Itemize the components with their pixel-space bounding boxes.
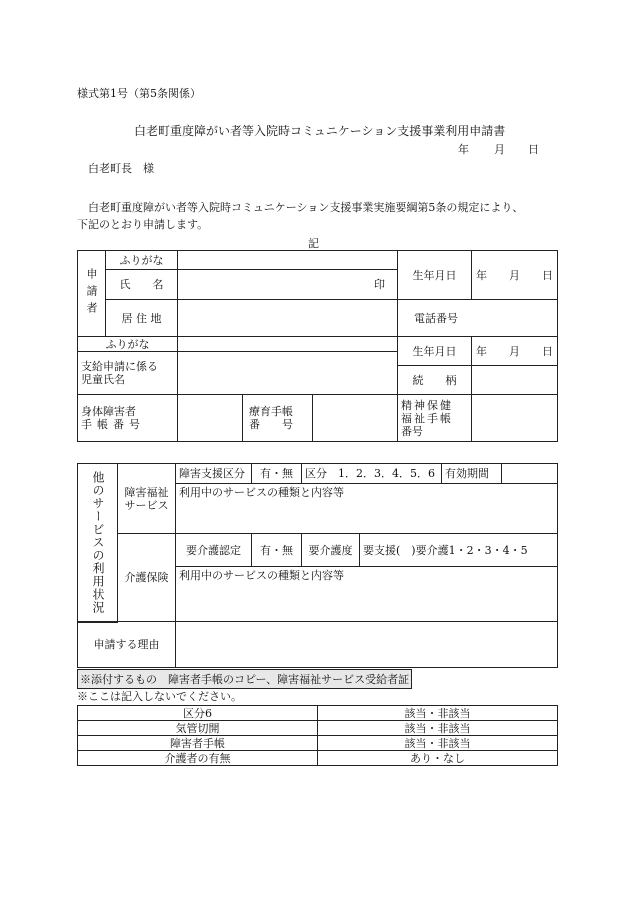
welfare-line-2: サービス <box>124 498 169 512</box>
applicant-address-field[interactable] <box>178 300 398 337</box>
mental-handbook-line-3: 番号 <box>401 424 423 438</box>
child-furigana-field[interactable] <box>178 337 398 352</box>
document-title: 白老町重度障がい者等入院時コミュニケーション支援事業利用申請書 <box>134 124 506 138</box>
body-line-2: 下記のとおり申請します。 <box>77 218 209 231</box>
office-value-2[interactable]: 該当・非該当 <box>318 721 558 736</box>
child-birth-field[interactable]: 年 月 日 <box>472 337 558 366</box>
date-month: 月 <box>494 143 505 156</box>
applicant-phone-label: 電話番号 <box>414 311 458 325</box>
table-row <box>78 706 558 721</box>
physical-handbook-line-2: 手帳番号 <box>81 418 145 431</box>
care-cert-yes-no[interactable]: 有・無 <box>252 534 302 567</box>
applicant-furigana-label: ふりがな <box>106 251 178 270</box>
care-cert-label: 要介護認定 <box>176 534 252 567</box>
table-row <box>78 736 558 751</box>
reason-field[interactable] <box>176 622 558 668</box>
applicant-address-label: 居 住 地 <box>106 300 178 337</box>
physical-handbook-line-1: 身体障害者 <box>81 405 136 418</box>
office-value-4[interactable]: あり・なし <box>318 751 558 766</box>
office-label-3: 障害者手帳 <box>78 736 318 751</box>
attachment-note: ※添付するもの 障害者手帳のコピー、障害福祉サービス受給者証 <box>77 669 412 689</box>
seal-mark: 印 <box>374 278 385 291</box>
ryoiku-handbook-line-2: 番 号 <box>249 418 293 431</box>
welfare-detail-field[interactable] <box>176 484 558 534</box>
services-table <box>77 463 558 623</box>
ki-label: 記 <box>308 237 319 250</box>
addressee: 白老町長 様 <box>88 162 154 175</box>
physical-handbook-field[interactable] <box>178 395 243 442</box>
relation-field[interactable] <box>472 366 558 395</box>
child-name-line-1: 支給申請に係る <box>81 360 158 373</box>
services-group-label: 他のサービスの利用状況 <box>91 471 105 615</box>
welfare-label <box>118 464 176 534</box>
support-class-label: 障害支援区分 <box>176 464 252 484</box>
ryoiku-handbook-line-1: 療育手帳 <box>249 405 293 418</box>
date-year: 年 <box>458 143 469 156</box>
date-day: 日 <box>528 143 539 156</box>
applicant-name-label: 氏 名 <box>106 270 178 300</box>
welfare-line-1: 障害福祉 <box>124 485 169 499</box>
reason-table <box>77 621 558 668</box>
applicant-table <box>77 250 558 442</box>
relation-label: 続 柄 <box>398 366 472 395</box>
child-name-label <box>78 352 178 395</box>
care-level-options[interactable]: 要支援( )要介護1・2・3・4・5 <box>360 534 558 567</box>
applicant-name-field[interactable] <box>178 270 398 300</box>
office-only-note: ※ここは記入しないでください。 <box>77 690 242 703</box>
office-value-1[interactable]: 該当・非該当 <box>318 706 558 721</box>
applicant-birth-label: 生年月日 <box>398 251 472 300</box>
form-number: 様式第1号（第5条関係） <box>77 87 201 100</box>
care-detail-label: 利用中のサービスの種類と内容等 <box>179 569 344 582</box>
applicant-birth-field[interactable]: 年 月 日 <box>472 251 558 300</box>
care-detail-field[interactable] <box>176 567 558 622</box>
table-row <box>78 721 558 736</box>
valid-period-label: 有効期間 <box>442 464 502 484</box>
applicant-phone-cell[interactable] <box>398 300 558 337</box>
applicant-group-label: 申請者 <box>85 268 98 319</box>
valid-period-field[interactable] <box>502 464 558 484</box>
care-level-label: 要介護度 <box>302 534 360 567</box>
ryoiku-handbook-field[interactable] <box>313 395 398 442</box>
child-furigana-label: ふりがな <box>78 337 178 352</box>
office-label-1: 区分6 <box>78 706 318 721</box>
office-label-4: 介護者の有無 <box>78 751 318 766</box>
child-birth-label: 生年月日 <box>398 337 472 366</box>
table-row <box>78 751 558 766</box>
applicant-group-cell <box>78 251 106 337</box>
ryoiku-handbook-label <box>243 395 313 442</box>
care-insurance-label: 介護保険 <box>118 534 176 622</box>
office-table <box>77 705 558 766</box>
body-line-1: 白老町重度障がい者等入院時コミュニケーション支援事業実施要綱第5条の規定により、 <box>88 201 524 214</box>
reason-label: 申請する理由 <box>78 622 176 668</box>
kubun-options[interactable]: 区分 1．2．3．4．5．6 <box>302 464 442 484</box>
welfare-detail-label: 利用中のサービスの種類と内容等 <box>179 486 344 499</box>
office-value-3[interactable]: 該当・非該当 <box>318 736 558 751</box>
physical-handbook-label <box>78 395 178 442</box>
mental-handbook-field[interactable] <box>472 395 558 442</box>
mental-handbook-label <box>398 395 472 442</box>
child-name-field[interactable] <box>178 352 398 395</box>
child-name-line-2: 児童氏名 <box>81 373 125 386</box>
applicant-furigana-field[interactable] <box>178 251 398 270</box>
support-class-yes-no[interactable]: 有・無 <box>252 464 302 484</box>
mental-handbook-line-2: 福祉手帳 <box>401 411 453 425</box>
mental-handbook-line-1: 精神保健 <box>401 398 453 412</box>
services-group-cell <box>78 464 118 623</box>
office-label-2: 気管切開 <box>78 721 318 736</box>
